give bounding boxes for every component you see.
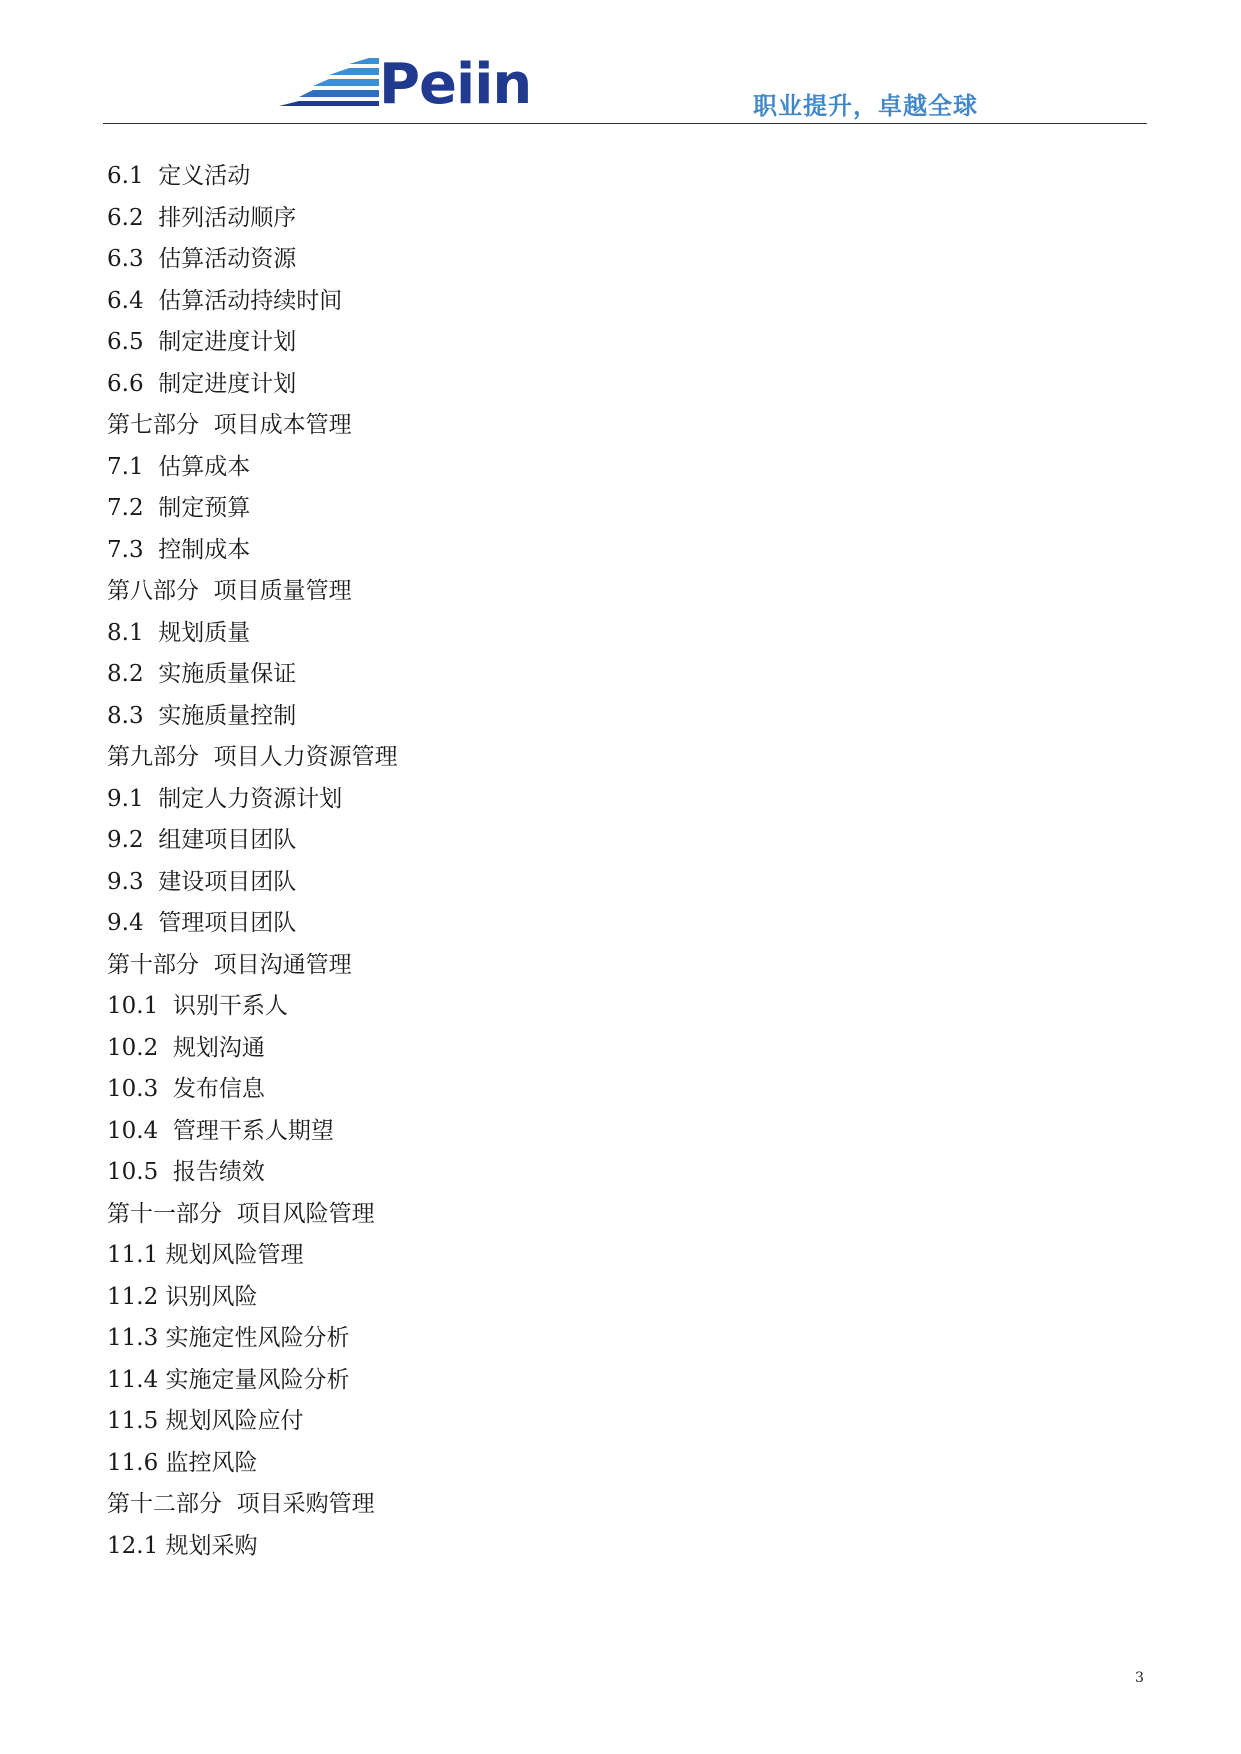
table-of-contents	[107, 156, 398, 1567]
logo-text: Peiin	[379, 52, 532, 117]
header-divider	[103, 123, 1147, 124]
peiin-logo	[279, 52, 539, 118]
toc-item: 9.2 组建项目团队	[107, 827, 297, 853]
toc-item: 第十一部分 项目风险管理	[107, 1200, 375, 1227]
toc-item: 10.1 识别干系人	[107, 993, 288, 1019]
toc-item: 7.2 制定预算	[107, 495, 251, 521]
toc-item: 11.6 监控风险	[107, 1449, 258, 1476]
toc-item: 11.3 实施定性风险分析	[107, 1325, 350, 1351]
toc-item: 11.1 规划风险管理	[107, 1242, 304, 1268]
toc-item: 8.2 实施质量保证	[107, 661, 297, 687]
page-number: 3	[1135, 1670, 1144, 1686]
toc-item: 11.2 识别风险	[107, 1283, 258, 1310]
toc-item: 第八部分 项目质量管理	[107, 578, 352, 604]
toc-item: 11.5 规划风险应付	[107, 1408, 304, 1434]
page-header	[103, 50, 1147, 125]
toc-item: 8.3 实施质量控制	[107, 702, 297, 729]
toc-item: 6.1 定义活动	[107, 163, 251, 189]
toc-item: 10.2 规划沟通	[107, 1034, 265, 1061]
toc-item: 8.1 规划质量	[107, 619, 251, 646]
toc-item: 6.3 估算活动资源	[107, 246, 297, 272]
logo-stripes-icon	[279, 58, 379, 118]
toc-item: 6.6 制定进度计划	[107, 370, 297, 397]
toc-item: 第十二部分 项目采购管理	[107, 1491, 375, 1517]
toc-item: 第十部分 项目沟通管理	[107, 951, 352, 978]
toc-item: 10.3 发布信息	[107, 1076, 265, 1102]
toc-item: 9.4 管理项目团队	[107, 910, 297, 936]
toc-item: 11.4 实施定量风险分析	[107, 1366, 350, 1393]
header-slogan: 职业提升，卓越全球	[753, 92, 978, 120]
toc-item: 9.1 制定人力资源计划	[107, 785, 343, 812]
toc-item: 10.4 管理干系人期望	[107, 1117, 334, 1144]
toc-item: 6.4 估算活动持续时间	[107, 287, 343, 314]
toc-item: 7.3 控制成本	[107, 536, 251, 563]
toc-item: 10.5 报告绩效	[107, 1159, 265, 1185]
toc-item: 9.3 建设项目团队	[107, 868, 297, 895]
toc-item: 6.2 排列活动顺序	[107, 204, 297, 231]
toc-item: 12.1 规划采购	[107, 1532, 258, 1559]
toc-item: 6.5 制定进度计划	[107, 329, 297, 355]
toc-item: 7.1 估算成本	[107, 453, 251, 480]
toc-item: 第九部分 项目人力资源管理	[107, 744, 398, 770]
toc-item: 第七部分 项目成本管理	[107, 412, 352, 438]
